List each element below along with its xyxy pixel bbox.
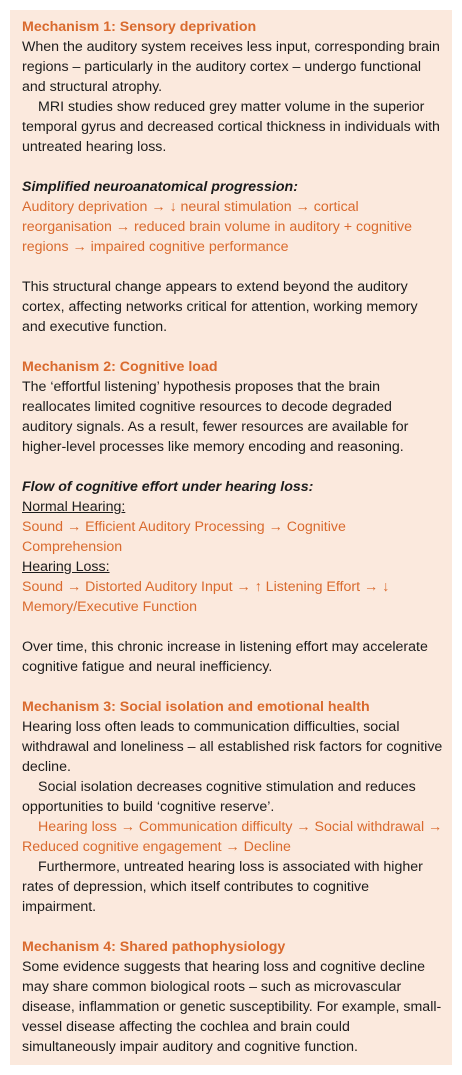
normal-hearing-label: Normal Hearing: bbox=[22, 499, 126, 515]
mechanism-2-subheading: Flow of cognitive effort under hearing loss: bbox=[22, 479, 314, 495]
normal-hearing-flow: Sound → Efficient Auditory Processing → Cognitive Comprehension bbox=[22, 519, 346, 555]
spacer bbox=[22, 337, 444, 357]
mechanism-2-paragraph-2: Over time, this chronic increase in listening effort may accelerate cognitive fatigue and neural inefficiency. bbox=[22, 639, 428, 675]
mechanism-1-paragraph-2: MRI studies show reduced grey matter volume in the superior temporal gyrus and decreased cortical thickness in individuals with untreated hearing loss. bbox=[22, 99, 440, 155]
spacer bbox=[22, 457, 444, 477]
spacer bbox=[22, 917, 444, 937]
mechanism-1-flow: Auditory deprivation → ↓ neural stimulation → cortical reorganisation → reduced brain volume in auditory + cognitive regions → impaired cognitive performance bbox=[22, 199, 412, 255]
mechanism-3-paragraph-2: Social isolation decreases cognitive stimulation and reduces opportunities to build ‘cognitive reserve’. bbox=[22, 779, 416, 815]
mechanism-1-paragraph-1: When the auditory system receives less input, corresponding brain regions – particularly in the auditory cortex – undergo functional and structural atrophy. bbox=[22, 39, 440, 95]
spacer bbox=[22, 617, 444, 637]
mechanism-2-paragraph-1: The ‘effortful listening’ hypothesis proposes that the brain reallocates limited cognitive resources to decode degraded auditory signals. As a result, fewer resources are available for higher-level processes like memory encoding and reasoning. bbox=[22, 379, 409, 455]
mechanism-1-paragraph-3: This structural change appears to extend beyond the auditory cortex, affecting networks critical for attention, working memory and executive function. bbox=[22, 279, 418, 335]
mechanism-3-paragraph-3: Furthermore, untreated hearing loss is associated with higher rates of depression, which itself contributes to cognitive impairment. bbox=[22, 859, 423, 915]
mechanism-3-heading: Mechanism 3: Social isolation and emotional health bbox=[22, 699, 370, 715]
mechanism-2-heading: Mechanism 2: Cognitive load bbox=[22, 359, 218, 375]
spacer bbox=[22, 677, 444, 697]
hearing-loss-flow: Sound → Distorted Auditory Input → ↑ Listening Effort → ↓ Memory/Executive Function bbox=[22, 579, 390, 615]
spacer bbox=[22, 257, 444, 277]
mechanism-4-heading: Mechanism 4: Shared pathophysiology bbox=[22, 939, 286, 955]
hearing-loss-label: Hearing Loss: bbox=[22, 559, 110, 575]
mechanism-1-heading: Mechanism 1: Sensory deprivation bbox=[22, 19, 257, 35]
spacer bbox=[22, 157, 444, 177]
mechanisms-panel bbox=[10, 10, 452, 1065]
mechanism-3-flow: Hearing loss → Communication difficulty → Social withdrawal → Reduced cognitive engagement → Decline bbox=[22, 819, 443, 855]
mechanism-4-paragraph-1: Some evidence suggests that hearing loss and cognitive decline may share common biological roots – such as microvascular disease, inflammation or genetic susceptibility. For example, small-vessel disease affecting the cochlea and brain could simultaneously impair auditory and cognitive function. bbox=[22, 959, 442, 1055]
mechanism-3-paragraph-1: Hearing loss often leads to communication difficulties, social withdrawal and loneliness – all established risk factors for cognitive decline. bbox=[22, 719, 443, 775]
mechanism-1-subheading: Simplified neuroanatomical progression: bbox=[22, 179, 298, 195]
